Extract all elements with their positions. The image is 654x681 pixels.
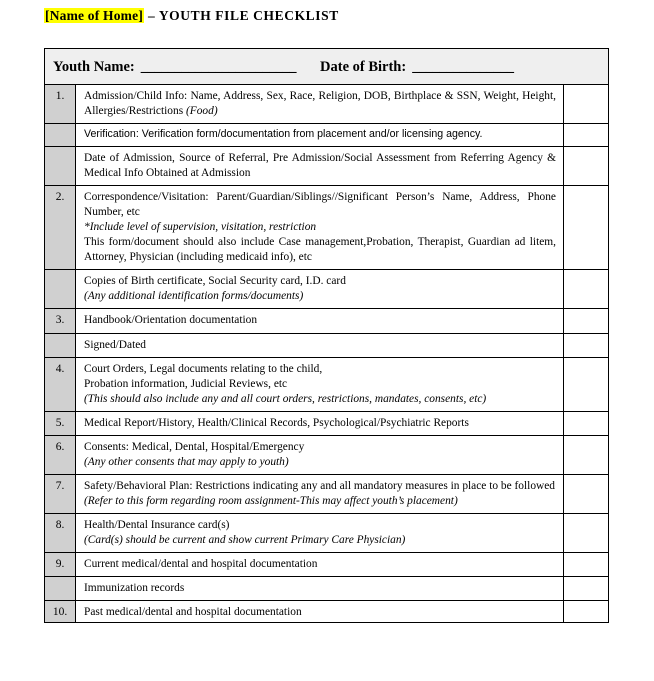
text: Copies of Birth certificate, Social Security card, I.D. card <box>84 275 346 288</box>
row-description-cell <box>76 333 564 357</box>
checklist-row <box>45 270 609 309</box>
text: Verification: Verification form/documentation from placement and/or licensing agency. <box>84 128 483 141</box>
row-description-cell <box>76 474 564 513</box>
text: Current medical/dental and hospital documentation <box>84 558 318 571</box>
row-check-cell[interactable] <box>564 309 609 333</box>
text: Probation information, Judicial Reviews, etc <box>84 377 288 390</box>
checklist-row <box>45 85 609 124</box>
row-description-line <box>84 151 556 181</box>
row-check-cell[interactable] <box>564 186 609 270</box>
row-description-note: (Food) <box>185 105 218 118</box>
text: (Refer to this form regarding room assignment-This may affect youth’s placement) <box>84 494 458 507</box>
text: Safety/Behavioral Plan: Restrictions indicating any and all mandatory measures in place to be followed <box>84 479 555 492</box>
row-number-cell: 3. <box>45 309 76 333</box>
text: Correspondence/Visitation: Parent/Guardian/Siblings//Significant Person’s Name, Address, Phone Number, etc <box>84 191 556 219</box>
row-description-line <box>84 377 556 392</box>
checklist-header-row <box>45 49 609 85</box>
text: (Card(s) should be current and show current Primary Care Physician) <box>84 534 406 546</box>
checklist-row <box>45 601 609 623</box>
row-number-cell: 10. <box>45 601 76 623</box>
youth-name-label: Youth Name: <box>53 58 135 75</box>
row-check-cell[interactable] <box>564 333 609 357</box>
checklist-row <box>45 577 609 601</box>
row-description-line <box>84 274 556 289</box>
row-description-note <box>84 494 556 509</box>
row-description-cell <box>76 147 564 186</box>
row-description-note <box>84 533 556 548</box>
row-number-cell: 1. <box>45 85 76 124</box>
row-description-line <box>84 190 556 220</box>
checklist-body <box>45 49 609 623</box>
text: Health/Dental Insurance card(s) <box>84 518 230 531</box>
text: (Any additional identification forms/documents) <box>84 290 304 303</box>
text: Court Orders, Legal documents relating to the child, <box>84 362 323 375</box>
checklist-row <box>45 553 609 577</box>
checklist-row <box>45 333 609 357</box>
identification-header-cell <box>45 49 609 85</box>
row-check-cell[interactable] <box>564 553 609 577</box>
checklist-row <box>45 124 609 147</box>
text: Admission/Child Info: Name, Address, Sex, Race, Religion, DOB, Birthplace & SSN, Weight, Height, Allergies/Restrictions <box>84 90 556 118</box>
row-description-cell <box>76 513 564 552</box>
date-of-birth-field[interactable]: _______________ <box>412 58 514 75</box>
text: Consents: Medical, Dental, Hospital/Emergency <box>84 440 305 453</box>
row-description-line <box>84 479 556 494</box>
row-description-cell <box>76 601 564 623</box>
row-check-cell[interactable] <box>564 411 609 435</box>
checklist-row <box>45 309 609 333</box>
text: Immunization records <box>84 582 185 595</box>
row-description-cell <box>76 124 564 147</box>
date-of-birth-label: Date of Birth: <box>320 58 407 75</box>
page-title <box>44 8 339 24</box>
row-number-cell <box>45 147 76 186</box>
row-description-line <box>84 338 556 353</box>
text: Past medical/dental and hospital documentation <box>84 606 302 619</box>
row-description-line <box>84 557 556 572</box>
row-description-line <box>84 605 556 620</box>
row-check-cell[interactable] <box>564 474 609 513</box>
row-check-cell[interactable] <box>564 270 609 309</box>
home-name-placeholder: [Name of Home] <box>45 8 144 23</box>
row-description-line <box>84 416 556 431</box>
row-number-cell: 8. <box>45 513 76 552</box>
checklist-row <box>45 474 609 513</box>
youth-name-field[interactable]: _______________________ <box>140 58 297 75</box>
row-description-line <box>84 362 556 377</box>
row-description-line <box>84 440 556 455</box>
row-number-cell <box>45 270 76 309</box>
row-description-cell <box>76 270 564 309</box>
row-description-line <box>84 313 556 328</box>
row-description-cell <box>76 186 564 270</box>
row-check-cell[interactable] <box>564 124 609 147</box>
row-number-cell: 2. <box>45 186 76 270</box>
text: Signed/Dated <box>84 338 147 351</box>
row-description-line <box>84 128 556 142</box>
row-number-cell: 6. <box>45 435 76 474</box>
checklist-row <box>45 513 609 552</box>
row-description-cell <box>76 357 564 411</box>
row-description-note <box>84 220 556 235</box>
text: This form/document should also include Case management,Probation, Therapist, Guardian ad litem, Attorney, Physician (including medicaid info), etc <box>84 236 556 264</box>
row-check-cell[interactable] <box>564 435 609 474</box>
row-description-note <box>84 392 556 407</box>
checklist-row <box>45 357 609 411</box>
row-description-note <box>84 289 556 304</box>
text: Handbook/Orientation documentation <box>84 314 258 327</box>
checklist-row <box>45 186 609 270</box>
row-description-line <box>84 581 556 596</box>
row-number-cell: 5. <box>45 411 76 435</box>
youth-file-checklist-table <box>44 48 609 623</box>
row-description-line <box>84 235 556 265</box>
checklist-row <box>45 411 609 435</box>
checklist-row <box>45 435 609 474</box>
row-check-cell[interactable] <box>564 357 609 411</box>
row-number-cell: 4. <box>45 357 76 411</box>
row-description-cell <box>76 577 564 601</box>
row-check-cell[interactable] <box>564 147 609 186</box>
text: Date of Admission, Source of Referral, Pre Admission/Social Assessment from Referring Agency & Medical Info Obtained at Admission <box>84 152 556 180</box>
row-description-line <box>84 518 556 533</box>
row-check-cell[interactable] <box>564 601 609 623</box>
row-number-cell <box>45 333 76 357</box>
row-number-cell: 7. <box>45 474 76 513</box>
row-description-cell <box>76 435 564 474</box>
text: *Include level of supervision, visitation, restriction <box>84 221 317 234</box>
row-description-note <box>84 455 556 470</box>
row-check-cell[interactable] <box>564 577 609 601</box>
row-description-cell <box>76 553 564 577</box>
row-check-cell[interactable] <box>564 85 609 124</box>
row-number-cell: 9. <box>45 553 76 577</box>
checklist-row <box>45 147 609 186</box>
row-check-cell[interactable] <box>564 513 609 552</box>
row-description-cell <box>76 309 564 333</box>
row-description-line <box>84 89 556 119</box>
row-description-cell <box>76 411 564 435</box>
text: (This should also include any and all court orders, restrictions, mandates, consents, etc) <box>84 392 487 405</box>
row-number-cell <box>45 124 76 147</box>
row-description-cell <box>76 85 564 124</box>
page-title-rest: – YOUTH FILE CHECKLIST <box>144 8 339 23</box>
row-number-cell <box>45 577 76 601</box>
text: (Any other consents that may apply to youth) <box>84 455 289 468</box>
text: Medical Report/History, Health/Clinical Records, Psychological/Psychiatric Reports <box>84 416 469 429</box>
